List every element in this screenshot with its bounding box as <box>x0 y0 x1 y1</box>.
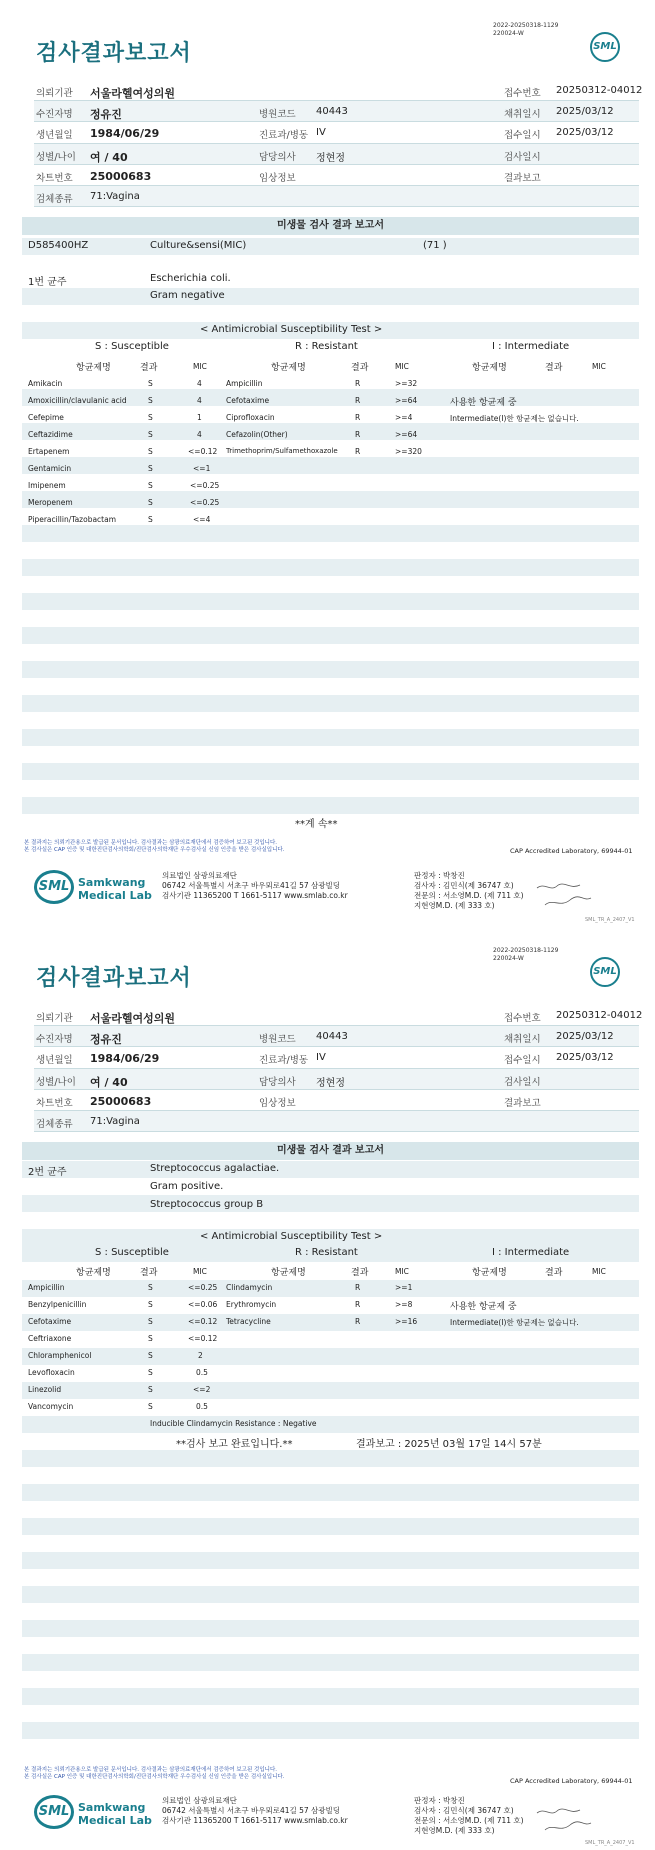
sml-name: Samkwang Medical Lab <box>78 876 152 902</box>
institution-value: 서울라헬여성의원 <box>90 87 176 100</box>
drug-result: S <box>148 1334 153 1343</box>
patient-name: 정유진 <box>90 108 122 122</box>
test-code: D585400HZ <box>28 240 89 251</box>
intermediate-note-2: Intermediate(I)한 항균제는 없습니다. <box>450 1318 579 1327</box>
specimen-type: 71:Vagina <box>90 1115 140 1127</box>
intermediate-note-1: 사용한 항균제 중 <box>450 398 517 408</box>
drug-name: Ceftriaxone <box>28 1334 72 1343</box>
page-title: 검사결과보고서 <box>36 966 192 991</box>
birth-date: 1984/06/29 <box>90 1052 160 1066</box>
drug-mic: >=64 <box>395 430 418 439</box>
drug-name: Linezolid <box>28 1385 62 1394</box>
patient-info-table: 의뢰기관 서울라헬여성의원 접수번호 20250312-04012 수진자명 정유진 병원코드 40443 채취일시 2025/03/12 생년월일 1984/06/29 진료과/병동 IV 접수일시 2025/03/12 성별/나이 여 / 40 담당의사 정현정 검사일시 차트번호 25000683 임상정보 결과보고 검체종류 71:Vagina <box>34 80 639 207</box>
drug-result: R <box>355 396 361 405</box>
receipt-date: 2025/03/12 <box>556 127 614 139</box>
drug-name: Benzylpenicillin <box>28 1300 87 1309</box>
drug-result: S <box>148 379 153 388</box>
drug-name: Ampicillin <box>28 1283 65 1292</box>
drug-result: S <box>148 1283 153 1292</box>
lab-address: 의료법인 삼광의료재단 06742 서울특별시 서초구 바우뫼로41길 57 삼광빌딩 검사기관 11365200 T 1661-5117 www.smlab.co.kr <box>162 871 348 900</box>
drug-mic: <=0.25 <box>190 481 220 490</box>
continue-text: **계 속** <box>295 819 338 830</box>
report-time: 결과보고 : 2025년 03월 17일 14시 57분 <box>356 1439 542 1450</box>
drug-mic: >=32 <box>395 379 418 388</box>
drug-name: Vancomycin <box>28 1402 74 1411</box>
drug-mic: <=0.25 <box>188 1283 218 1292</box>
footer-note: 본 결과지는 의뢰기관용으로 발급된 문서입니다. 검사결과는 삼광의료재단에서 검증하여 보고된 것입니다. 본 검사실은 CAP 인증 및 대한진단검사의학회/진단검사의학재단 우수검사실 신임 인증을 받은 검사실입니다. <box>24 840 285 853</box>
drug-result: R <box>355 413 361 422</box>
receipt-number: 20250312-04012 <box>556 1010 643 1021</box>
drug-name: Tetracycline <box>226 1317 271 1326</box>
sml-logo-icon: SML <box>590 32 620 62</box>
drug-result: S <box>148 515 153 524</box>
drug-result: S <box>148 464 153 473</box>
hospital-code: 40443 <box>316 106 348 118</box>
drug-name: Cefotaxime <box>226 396 270 405</box>
drug-mic: >=64 <box>395 396 418 405</box>
drug-result: R <box>355 1317 361 1326</box>
drug-name: Gentamicin <box>28 464 72 473</box>
drug-mic: 1 <box>197 413 202 422</box>
drug-mic: >=16 <box>395 1317 418 1326</box>
lab-address: 의료법인 삼광의료재단 06742 서울특별시 서초구 바우뫼로41길 57 삼광빌딩 검사기관 11365200 T 1661-5117 www.smlab.co.kr <box>162 1796 348 1825</box>
legend-intermediate: I : Intermediate <box>492 1247 570 1258</box>
drug-name: Cefotaxime <box>28 1317 72 1326</box>
drug-name: Ciprofloxacin <box>226 413 275 422</box>
section-title: 미생물 검사 결과 보고서 <box>22 217 639 235</box>
drug-name: Clindamycin <box>226 1283 273 1292</box>
isolate-label: 2번 균주 <box>28 1167 67 1178</box>
drug-mic: >=1 <box>395 1283 413 1292</box>
drug-result: S <box>148 1402 153 1411</box>
drug-mic: >=8 <box>395 1300 413 1309</box>
ast-title: < Antimicrobial Susceptibility Test > <box>200 1231 383 1242</box>
specimen-type: 71:Vagina <box>90 190 140 202</box>
drug-mic: 4 <box>197 430 202 439</box>
cap-accreditation: CAP Accredited Laboratory, 69944-01 <box>510 847 633 855</box>
test-name: Culture&sensi(MIC) <box>150 240 247 251</box>
drug-name: Ertapenem <box>28 447 70 456</box>
chart-number: 25000683 <box>90 169 152 183</box>
drug-mic: 4 <box>197 396 202 405</box>
drug-mic: <=0.12 <box>188 447 218 456</box>
sex-age: 여 / 40 <box>90 150 128 164</box>
drug-mic: 0.5 <box>196 1402 208 1411</box>
gram-stain: Gram positive. <box>150 1181 224 1192</box>
sml-name: Samkwang Medical Lab <box>78 1801 152 1827</box>
intermediate-note-1: 사용한 항균제 중 <box>450 1302 517 1312</box>
organism-group: Streptococcus group B <box>150 1199 264 1210</box>
drug-result: S <box>148 396 153 405</box>
receipt-date: 2025/03/12 <box>556 1052 614 1064</box>
drug-name: Amoxicillin/clavulanic acid <box>28 396 127 405</box>
receipt-number: 20250312-04012 <box>556 85 643 96</box>
patient-info-table: 의뢰기관 서울라헬여성의원 접수번호 20250312-04012 수진자명 정유진 병원코드 40443 채취일시 2025/03/12 생년월일 1984/06/29 진료과/병동 IV 접수일시 2025/03/12 성별/나이 여 / 40 담당의사 정현정 검사일시 차트번호 25000683 임상정보 결과보고 검체종류 71:Vagina <box>34 1005 639 1132</box>
document-number: 2022-20250318-1129 220024-W <box>493 22 559 37</box>
footer-note: 본 결과지는 의뢰기관용으로 발급된 문서입니다. 검사결과는 삼광의료재단에서 검증하여 보고된 것입니다. 본 검사실은 CAP 인증 및 대한진단검사의학회/진단검사의학재단 우수검사실 신임 인증을 받은 검사실입니다. <box>24 1767 285 1780</box>
drug-mic: <=4 <box>193 515 211 524</box>
sml-logo-icon: SML <box>34 1795 74 1829</box>
drug-name: Piperacillin/Tazobactam <box>28 515 117 524</box>
drug-mic: <=0.06 <box>188 1300 218 1309</box>
document-number: 2022-20250318-1129 220024-W <box>493 947 559 962</box>
legend-resistant: R : Resistant <box>295 341 358 352</box>
doctor-name: 정현정 <box>316 152 345 164</box>
drug-mic: 2 <box>198 1351 203 1360</box>
organism-name: Streptococcus agalactiae. <box>150 1163 280 1174</box>
collect-date: 2025/03/12 <box>556 106 614 118</box>
drug-result: S <box>148 430 153 439</box>
legend-resistant: R : Resistant <box>295 1247 358 1258</box>
collect-date: 2025/03/12 <box>556 1031 614 1043</box>
drug-result: S <box>148 447 153 456</box>
sml-logo-icon: SML <box>590 957 620 987</box>
drug-result: R <box>355 447 361 456</box>
cap-accreditation: CAP Accredited Laboratory, 69944-01 <box>510 1777 633 1785</box>
legend-intermediate: I : Intermediate <box>492 341 570 352</box>
drug-name: Ceftazidime <box>28 430 73 439</box>
drug-name: Cefazolin(Other) <box>226 430 288 439</box>
isolate-label: 1번 균주 <box>28 277 67 288</box>
ast-title: < Antimicrobial Susceptibility Test > <box>200 324 383 335</box>
signatures: 판정자 : 박창진 검사자 : 김민식(제 36747 호) 전문의 : 서소영M.D. (제 711 호) 지현영M.D. (제 333 호) <box>414 871 524 910</box>
drug-result: S <box>148 498 153 507</box>
drug-name: Trimethoprim/Sulfamethoxazole <box>226 447 338 455</box>
drug-name: Imipenem <box>28 481 66 490</box>
page-title: 검사결과보고서 <box>36 41 192 66</box>
drug-mic: 0.5 <box>196 1368 208 1377</box>
department: IV <box>316 1052 326 1064</box>
drug-result: R <box>355 1300 361 1309</box>
signature-icon <box>535 1805 595 1835</box>
drug-result: S <box>148 1300 153 1309</box>
section-title: 미생물 검사 결과 보고서 <box>22 1142 639 1160</box>
drug-mic: 4 <box>197 379 202 388</box>
drug-name: Chloramphenicol <box>28 1351 92 1360</box>
signatures: 판정자 : 박창진 검사자 : 김민식(제 36747 호) 전문의 : 서소영M.D. (제 711 호) 지현영M.D. (제 333 호) <box>414 1796 524 1835</box>
drug-mic: >=320 <box>395 447 422 456</box>
patient-name: 정유진 <box>90 1033 122 1047</box>
chart-number: 25000683 <box>90 1094 152 1108</box>
intermediate-note-2: Intermediate(I)한 항균제는 없습니다. <box>450 414 579 423</box>
hospital-code: 40443 <box>316 1031 348 1043</box>
institution-value: 서울라헬여성의원 <box>90 1012 176 1025</box>
version-label: SML_TR_A_2407_V1 <box>585 1840 635 1846</box>
drug-mic: <=0.12 <box>188 1317 218 1326</box>
drug-result: S <box>148 413 153 422</box>
drug-mic: >=4 <box>395 413 413 422</box>
drug-mic: <=0.12 <box>188 1334 218 1343</box>
drug-result: S <box>148 481 153 490</box>
birth-date: 1984/06/29 <box>90 127 160 141</box>
inducible-clindamycin: Inducible Clindamycin Resistance : Negative <box>150 1419 317 1428</box>
drug-mic: <=0.25 <box>190 498 220 507</box>
drug-name: Levofloxacin <box>28 1368 75 1377</box>
drug-result: S <box>148 1368 153 1377</box>
drug-result: R <box>355 379 361 388</box>
drug-name: Amikacin <box>28 379 63 388</box>
gram-stain: Gram negative <box>150 290 225 301</box>
drug-name: Erythromycin <box>226 1300 277 1309</box>
sex-age: 여 / 40 <box>90 1075 128 1089</box>
signature-icon <box>535 880 595 910</box>
sml-logo-icon: SML <box>34 870 74 904</box>
drug-name: Meropenem <box>28 498 73 507</box>
organism-name: Escherichia coli. <box>150 273 231 284</box>
drug-result: S <box>148 1385 153 1394</box>
test-number: (71 ) <box>423 240 447 251</box>
drug-result: S <box>148 1351 153 1360</box>
legend-susceptible: S : Susceptible <box>95 341 169 352</box>
doctor-name: 정현정 <box>316 1077 345 1089</box>
drug-name: Ampicillin <box>226 379 263 388</box>
drug-mic: <=2 <box>193 1385 211 1394</box>
drug-result: R <box>355 1283 361 1292</box>
report-page-1: 검사결과보고서 2022-20250318-1129 220024-W SML 의뢰기관 서울라헬여성의원 접수번호 20250312-04012 수진자명 정유진 병원코드 40443 채취일시 2025/03/12 생년월일 1984/06/29 진료과/병동 IV 접수일시 2025/03/12 성별/나이 여 / 40 담당의사 정현정 검사일시 차트번호 25000683 임상정보 결과보고 검체종류 71:Vagina 미생물 검사 결과 보고서 D585400HZ Culture&sensi(MIC) (71 ) 1번 균주 Escherichia coli. Gram negative < Antimicrobial Susceptibility Test > S : Susceptible R : Resistant I : Intermediate 항균제명 결과 MIC 항균제명 결과 MIC 항균제명 결과 MIC Amikacin S 4 Amoxicillin/clavulanic acid S 4 Cefepime S 1 Ceftazidime S 4 Ertapenem S <=0.12 Gentamicin S <=1 Imipenem S <=0.25 Meropenem S <=0.25 Piperacillin/Tazobactam S <=4 Ampicillin R >=32 Cefotaxime R >=64 Ciprofloxacin R >=4 Cefazolin(Other) R >=64 Trimethoprim/Sulfamethoxazole R >=320 사용한 항균제 중 Intermediate(I)한 항균제는 없습니다. **계 속** 본 결과지는 의뢰기관용으로 발급된 문서입니다. 검사결과는 삼광의료재단에서 검증하여 보고된 것입니다. 본 검사실은 CAP 인증 및 대한진단검사의학회/진단검사의학재단 우수검사실 신임 인증을 받은 검사실입니다. CAP Accredited Laboratory, 69944-01 SML Samkwang Medical Lab 의료법인 삼광의료재단 06742 서울특별시 서초구 바우뫼로41길 57 삼광빌딩 검사기관 11365200 T 1661-5117 www.smlab.co.kr 판정자 : 박창진 검사자 : 김민식(제 36747 호) 전문의 : 서소영M.D. (제 711 호) 지현영M.D. (제 333 호) SML_TR_A_2407_V1 <box>24 22 643 923</box>
drug-result: S <box>148 1317 153 1326</box>
version-label: SML_TR_A_2407_V1 <box>585 917 635 923</box>
drug-result: R <box>355 430 361 439</box>
legend-susceptible: S : Susceptible <box>95 1247 169 1258</box>
drug-name: Cefepime <box>28 413 64 422</box>
report-complete-text: **검사 보고 완료입니다.** <box>176 1439 293 1450</box>
report-page-2: 검사결과보고서 2022-20250318-1129 220024-W SML 의뢰기관 서울라헬여성의원 접수번호 20250312-04012 수진자명 정유진 병원코드 40443 채취일시 2025/03/12 생년월일 1984/06/29 진료과/병동 IV 접수일시 2025/03/12 성별/나이 여 / 40 담당의사 정현정 검사일시 차트번호 25000683 임상정보 결과보고 검체종류 71:Vagina 미생물 검사 결과 보고서 2번 균주 Streptococcus agalactiae. Gram positive. Streptococcus group B < Antimicrobial Susceptibility Test > S : Susceptible R : Resistant I : Intermediate 항균제명 결과 MIC 항균제명 결과 MIC 항균제명 결과 MIC Ampicillin S <=0.25 Benzylpenicillin S <=0.06 Cefotaxime S <=0.12 Ceftriaxone S <=0.12 Chloramphenicol S 2 Levofloxacin S 0.5 Linezolid S <=2 Vancomycin S 0.5 Clindamycin R >=1 Erythromycin R >=8 Tetracycline R >=16 사용한 항균제 중 Intermediate(I)한 항균제는 없습니다. Inducible Clindamycin Resistance : Negative **검사 보고 완료입니다.** 결과보고 : 2025년 03월 17일 14시 57분 본 결과지는 의뢰기관용으로 발급된 문서입니다. 검사결과는 삼광의료재단에서 검증하여 보고된 것입니다. 본 검사실은 CAP 인증 및 대한진단검사의학회/진단검사의학재단 우수검사실 신임 인증을 받은 검사실입니다. CAP Accredited Laboratory, 69944-01 SML Samkwang Medical Lab 의료법인 삼광의료재단 06742 서울특별시 서초구 바우뫼로41길 57 삼광빌딩 검사기관 11365200 T 1661-5117 www.smlab.co.kr 판정자 : 박창진 검사자 : 김민식(제 36747 호) 전문의 : 서소영M.D. (제 711 호) 지현영M.D. (제 333 호) SML_TR_A_2407_V1 <box>24 947 643 1846</box>
drug-mic: <=1 <box>193 464 211 473</box>
department: IV <box>316 127 326 139</box>
